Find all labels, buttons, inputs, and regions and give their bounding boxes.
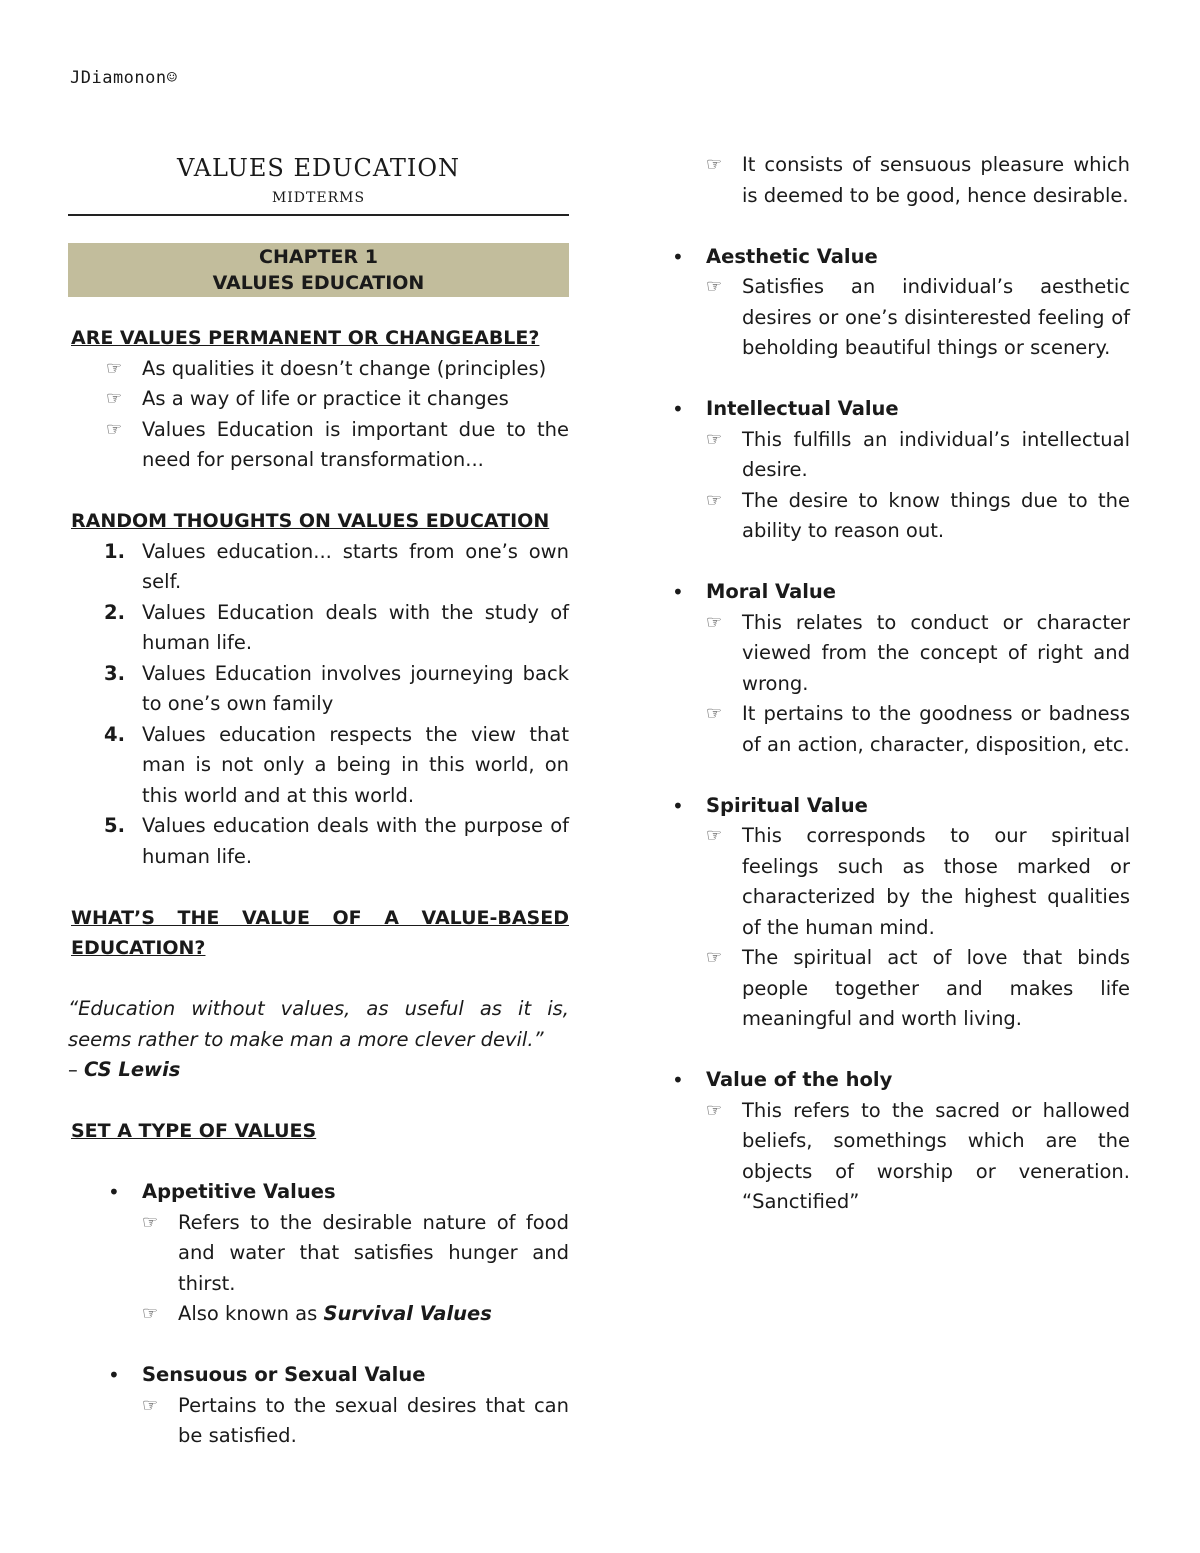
list-item: 4. Values education respects the view that man is not only a being in this world, on this world and at this world. <box>104 722 569 807</box>
title-divider <box>68 214 569 216</box>
left-column <box>68 150 569 1452</box>
permanent-list <box>68 354 569 476</box>
list-item: ☞ This corresponds to our spiritual feelings such as those marked or characterized by the highest qualities of the human mind. <box>706 821 1130 943</box>
list-item: ☞ Pertains to the sexual desires that can be satisfied. <box>142 1391 569 1452</box>
list-item: ☞ It pertains to the goodness or badness of an action, character, disposition, etc. <box>706 699 1130 760</box>
chapter-number: CHAPTER 1 <box>259 246 378 268</box>
document-subtitle: MIDTERMS <box>271 190 366 206</box>
value-type-sensuous: • Sensuous or Sexual Value ☞ Pertains to the sexual desires that can be satisfied. <box>68 1360 569 1452</box>
section-heading-permanent: ARE VALUES PERMANENT OR CHANGEABLE? <box>71 327 540 349</box>
list-item: ☞ The desire to know things due to the ability to reason out. <box>706 486 1130 547</box>
random-thoughts-list <box>68 537 569 873</box>
list-item: ☞ It consists of sensuous pleasure which is deemed to be good, hence desirable. <box>670 150 1130 211</box>
value-type-spiritual: • Spiritual Value ☞ This corresponds to our spiritual feelings such as those marked or characterized by the highest qualities of the human mind. ☞ The spiritual act of love that binds people together and makes life meaningful and worth living. <box>670 791 1130 1066</box>
section-heading-random-thoughts: RANDOM THOUGHTS ON VALUES EDUCATION <box>71 510 550 532</box>
list-item: 1. Values education... starts from one’s own self. <box>104 539 569 593</box>
list-item: ☞ This fulfills an individual’s intellectual desire. <box>706 425 1130 486</box>
cs-lewis-quote: “Education without values, as useful as it is, seems rather to make man a more clever devil.” <box>68 997 569 1051</box>
section-heading-types-of-values: SET A TYPE OF VALUES <box>71 1120 317 1142</box>
value-type-aesthetic: • Aesthetic Value ☞ Satisfies an individual’s aesthetic desires or one’s disinterested feeling of beholding beautiful things or scenery. <box>670 242 1130 395</box>
value-type-intellectual: • Intellectual Value ☞ This fulfills an individual’s intellectual desire. ☞ The desire to know things due to the ability to reason out. <box>670 394 1130 577</box>
list-item: ☞ As a way of life or practice it changes <box>68 384 569 415</box>
right-column <box>670 150 1130 1218</box>
section-heading-value-based: WHAT’S THE VALUE OF A VALUE-BASED EDUCATION? <box>71 906 569 959</box>
list-item: ☞ Also known as Survival Values <box>142 1299 569 1330</box>
list-item: ☞ This relates to conduct or character viewed from the concept of right and wrong. <box>706 608 1130 700</box>
list-item: ☞ The spiritual act of love that binds people together and makes life meaningful and worth living. <box>706 943 1130 1035</box>
list-item: ☞ Refers to the desirable nature of food and water that satisfies hunger and thirst. <box>142 1208 569 1300</box>
document-title: VALUES EDUCATION <box>176 154 460 182</box>
list-item: ☞ This refers to the sacred or hallowed beliefs, somethings which are the objects of worship or veneration. “Sanctified” <box>706 1096 1130 1218</box>
list-item: 3. Values Education involves journeying back to one’s own family <box>104 661 569 715</box>
list-item: ☞ As qualities it doesn’t change (principles) <box>68 354 569 385</box>
chapter-banner <box>68 243 569 297</box>
value-types-list-right <box>670 242 1130 1218</box>
chapter-title: VALUES EDUCATION <box>212 272 425 294</box>
value-type-appetitive: • Appetitive Values ☞ Refers to the desirable nature of food and water that satisfies hunger and thirst. ☞ Also known as Survival Values <box>68 1177 569 1360</box>
sensuous-continued <box>670 150 1130 211</box>
list-item: 2. Values Education deals with the study of human life. <box>104 600 569 654</box>
value-types-list-left <box>68 1177 569 1452</box>
list-item: 5. Values education deals with the purpose of human life. <box>104 814 569 868</box>
list-item: ☞ Satisfies an individual’s aesthetic desires or one’s disinterested feeling of beholding beautiful things or scenery. <box>706 272 1130 364</box>
quote-attribution: – CS Lewis <box>68 1058 181 1081</box>
value-type-moral: • Moral Value ☞ This relates to conduct or character viewed from the concept of right and wrong. ☞ It pertains to the goodness or badness of an action, character, disposition, etc. <box>670 577 1130 791</box>
list-item: ☞ Values Education is important due to the need for personal transformation... <box>68 415 569 476</box>
author-name: JDiamonon☺ <box>70 68 178 88</box>
value-type-holy: • Value of the holy ☞ This refers to the sacred or hallowed beliefs, somethings which are the objects of worship or veneration. “Sanctified” <box>670 1065 1130 1218</box>
